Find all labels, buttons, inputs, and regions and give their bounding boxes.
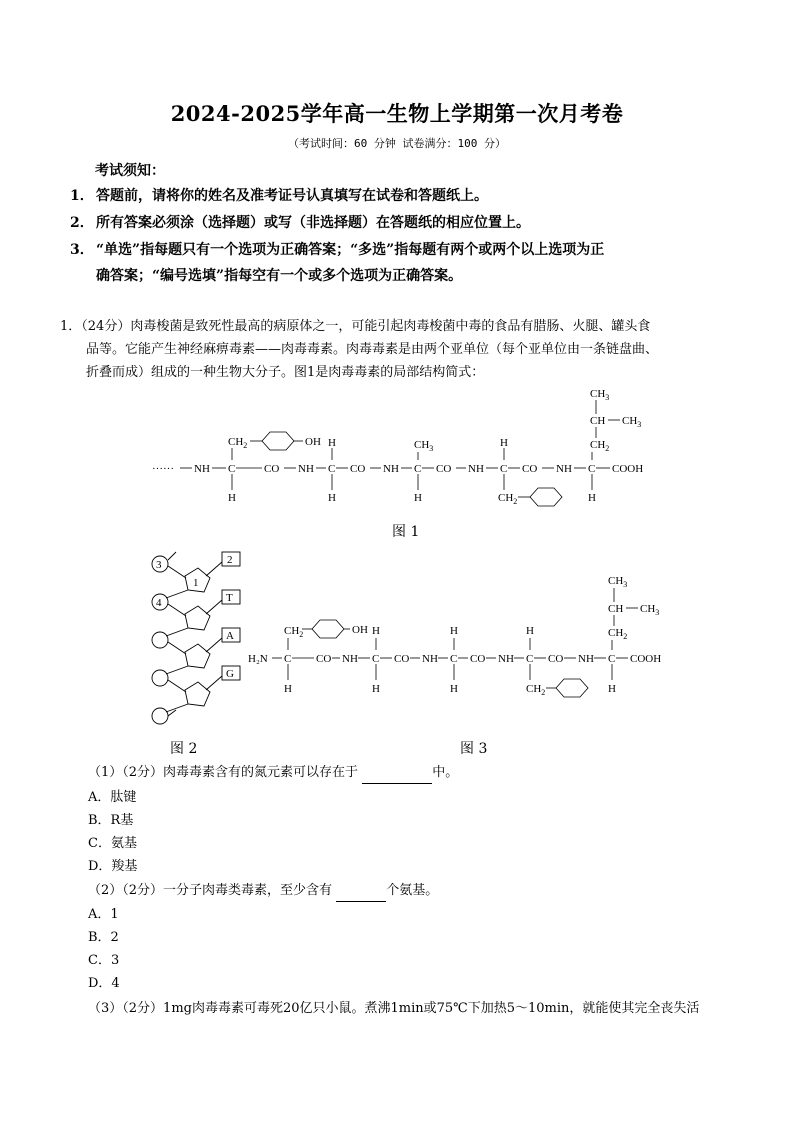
note-text: “单选”指每题只有一个选项为正确答案；“多选”指每题有两个或两个以上选项为正 [96,242,605,258]
label-4: 4 [156,597,162,609]
ch3-group: $CH_3$ [640,603,660,617]
ch3-group: $CH_3$ [608,575,628,589]
alpha-carbon: C [500,463,508,475]
answer-blank[interactable] [362,768,432,784]
h2n-group: H₂N [248,653,268,665]
alpha-carbon: C [414,463,422,475]
hydrogen: H [450,625,458,637]
question-1-stem [60,315,730,384]
question-line: 折叠而成）组成的一种生物大分子。图1是肉毒毒素的局部结构简式： [86,365,485,380]
question-line: 品等。它能产生神经麻痹毒素——肉毒毒素。肉毒毒素是由两个亚单位（每个亚单位由一条链盘曲、 [86,342,659,357]
ch-group: CH [608,603,624,615]
option-b[interactable]: B．R基 [88,813,134,828]
ch2-group: $CH_2$ [590,439,610,453]
ch2-group: $CH_2$ [284,625,304,639]
hydrogen: H [414,492,422,504]
cooh-group: COOH [612,463,644,475]
figure-1-structure [0,380,794,540]
sub-question-3-stem: （3）（2分）1mg肉毒毒素可毒死20亿只小鼠。煮沸1min或75℃下加热5～10min，就能使其完全丧失活 [88,1001,700,1016]
hydrogen: H [372,683,380,695]
question-line: 1．（24分）肉毒梭菌是致死性最高的病原体之一，可能引起肉毒梭菌中毒的食品有腊肠、火腿、罐头食 [60,319,651,334]
note-number: 2． [70,215,94,231]
nh-group: NH [578,653,594,665]
co-group: CO [548,653,564,665]
hydrogen: H [608,683,616,695]
co-group: CO [350,463,366,475]
exam-subtitle: （考试时间：60 分钟 试卷满分：100 分） [288,137,506,150]
hydrogen: H [500,437,508,449]
hydrogen: H [372,625,380,637]
figure-1-label: 图 1 [392,524,420,540]
ch-group: CH [590,415,606,427]
ch2-group: $CH_2$ [498,492,518,506]
hydrogen: H [526,625,534,637]
option-b[interactable]: B．2 [88,930,119,945]
nh-group: NH [342,653,358,665]
ch2-group: $CH_2$ [608,627,628,641]
alpha-carbon: C [526,653,534,665]
nh-group: NH [383,463,399,475]
note-2 [70,210,730,236]
alpha-carbon: C [608,653,616,665]
ch2-group: $CH_2$ [526,683,546,697]
label-3: 3 [156,559,162,571]
stem-text: 中。 [432,765,459,780]
option-d[interactable]: D．4 [88,976,120,991]
nh-group: NH [298,463,314,475]
hydrogen: H [328,437,336,449]
co-group: CO [470,653,486,665]
figure-3-structure [0,568,794,708]
note-number: 1． [70,188,94,204]
option-c[interactable]: C．氨基 [88,836,137,851]
oh-group: OH [305,436,321,448]
hydrogen: H [228,492,236,504]
co-group: CO [264,463,280,475]
alpha-carbon: C [284,653,292,665]
hydrogen: H [588,492,596,504]
option-a[interactable]: A．1 [88,907,119,922]
stem-text: （1）（2分）肉毒毒素含有的氮元素可以存在于 [88,765,359,780]
note-text-continued: 确答案；“编号选填”指每空有一个或多个选项为正确答案。 [96,268,463,284]
hydrogen: H [284,683,292,695]
co-group: CO [394,653,410,665]
ch2-group: $CH_2$ [228,436,248,450]
option-a[interactable]: A．肽键 [88,790,137,805]
alpha-carbon: C [372,653,380,665]
ch3-group: $CH_3$ [414,439,434,453]
base-t: T [226,592,233,604]
note-1 [70,183,730,209]
option-c[interactable]: C．3 [88,953,120,968]
note-number: 3． [70,242,94,258]
hydrogen: H [328,492,336,504]
nh-group: NH [498,653,514,665]
stem-text: （2）（2分）一分子肉毒类毒素，至少含有 [88,883,333,898]
oh-group: OH [352,624,368,636]
ch3-group: $CH_3$ [622,415,642,429]
sub-question-1-stem [88,761,758,784]
sub-question-2-stem [88,879,758,902]
cooh-group: COOH [630,653,662,665]
nh-group: NH [556,463,572,475]
exam-title: 2024-2025学年高一生物上学期第一次月考卷 [170,101,624,126]
figure-3-label: 图 3 [460,741,488,757]
nh-group: NH [422,653,438,665]
note-3 [70,237,730,289]
co-group: CO [316,653,332,665]
note-text: 所有答案必须涂（选择题）或写（非选择题）在答题纸的相应位置上。 [96,215,530,231]
label-2: 2 [227,554,233,566]
hydrogen: H [450,683,458,695]
figure-2-label: 图 2 [170,741,198,757]
base-g: G [226,668,234,680]
option-d[interactable]: D．羧基 [88,859,138,874]
co-group: CO [522,463,538,475]
notes-heading: 考试须知： [95,163,165,179]
alpha-carbon: C [588,463,596,475]
nh-group: NH [468,463,484,475]
nh-group: NH [194,463,210,475]
stem-text: 个氨基。 [386,883,439,898]
alpha-carbon: C [228,463,236,475]
co-group: CO [436,463,452,475]
base-a: A [226,630,234,642]
alpha-carbon: C [450,653,458,665]
label-1: 1 [193,577,199,589]
note-text: 答题前，请将你的姓名及准考证号认真填写在试卷和答题纸上。 [96,188,488,204]
alpha-carbon: C [328,463,336,475]
chain-dots: ······ [152,463,174,475]
answer-blank[interactable] [336,886,386,902]
ch3-group: $CH_3$ [590,388,610,402]
